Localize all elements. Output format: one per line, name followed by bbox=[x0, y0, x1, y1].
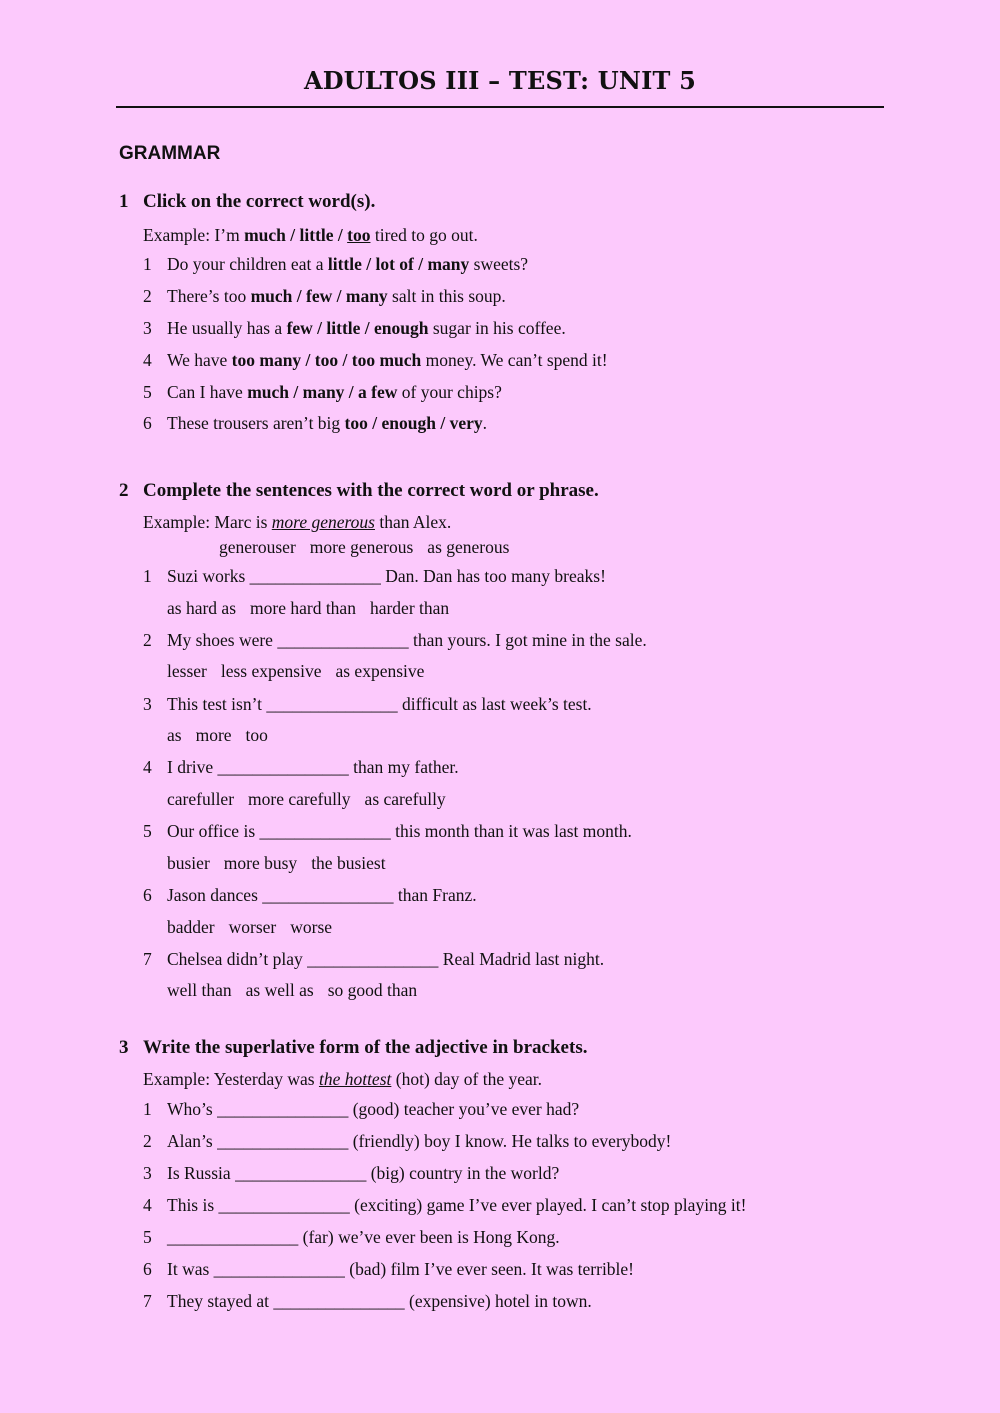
item-post: than yours. I got mine in the sale. bbox=[408, 629, 647, 650]
answer-blank[interactable]: _______________ bbox=[235, 1163, 367, 1183]
item-text bbox=[167, 413, 487, 434]
option[interactable]: too bbox=[245, 725, 268, 746]
option[interactable]: harder than bbox=[369, 597, 450, 618]
option[interactable]: well than bbox=[167, 980, 232, 1001]
item-text bbox=[167, 254, 528, 275]
q2-example-option: as generous bbox=[427, 537, 510, 557]
option[interactable]: as well as bbox=[245, 980, 314, 1001]
answer-blank[interactable]: _______________ bbox=[213, 1259, 345, 1279]
q3-example-post: (hot) day of the year. bbox=[391, 1069, 543, 1089]
item-text bbox=[167, 1131, 671, 1152]
item-post: sweets? bbox=[469, 254, 529, 274]
item-post: than Franz. bbox=[393, 885, 477, 905]
q2-number: 2 bbox=[119, 480, 129, 501]
item-text bbox=[167, 630, 647, 651]
q2-example-post: than Alex. bbox=[374, 512, 452, 532]
q1-example-rest: tired to go out. bbox=[370, 225, 478, 245]
option[interactable]: more busy bbox=[223, 852, 298, 873]
item-number: 2 bbox=[143, 286, 152, 306]
q1-heading-text: Click on the correct word(s). bbox=[143, 191, 376, 212]
q2-item-options bbox=[167, 917, 332, 938]
item-pre: My shoes were bbox=[167, 629, 278, 650]
answer-blank[interactable]: _______________ bbox=[259, 821, 391, 842]
item-number: 1 bbox=[143, 566, 152, 586]
item-text bbox=[167, 318, 566, 339]
item-post: (big) country in the world? bbox=[366, 1163, 560, 1183]
item-pre: We have bbox=[167, 350, 232, 370]
item-post: of your chips? bbox=[397, 382, 502, 402]
item-number: 6 bbox=[143, 1259, 152, 1279]
item-post: (expensive) hotel in town. bbox=[404, 1291, 592, 1311]
item-text bbox=[167, 566, 606, 587]
item-number: 3 bbox=[143, 318, 152, 338]
item-post: difficult as last week’s test. bbox=[397, 693, 592, 714]
answer-blank[interactable]: _______________ bbox=[307, 948, 439, 969]
item-text bbox=[167, 1291, 592, 1312]
title-divider bbox=[116, 106, 884, 108]
item-pre: Chelsea didn’t play bbox=[167, 948, 308, 969]
option[interactable]: more carefully bbox=[248, 788, 351, 809]
item-number: 2 bbox=[143, 1131, 152, 1151]
item-options[interactable]: little / lot of / many bbox=[327, 254, 470, 274]
answer-blank[interactable]: _______________ bbox=[217, 1099, 349, 1119]
item-text bbox=[167, 1259, 634, 1280]
q3-number: 3 bbox=[119, 1037, 129, 1058]
q2-heading bbox=[119, 480, 599, 502]
item-text bbox=[167, 286, 506, 307]
option[interactable]: as carefully bbox=[364, 788, 446, 809]
item-number: 7 bbox=[143, 948, 152, 969]
item-number: 6 bbox=[143, 885, 152, 905]
item-post: salt in this soup. bbox=[387, 286, 506, 306]
item-number: 1 bbox=[143, 1099, 152, 1119]
option[interactable]: as bbox=[167, 725, 182, 746]
item-pre: It was bbox=[167, 1259, 214, 1279]
item-post: (good) teacher you’ve ever had? bbox=[348, 1099, 580, 1119]
item-post: (friendly) boy I know. He talks to everybody! bbox=[348, 1131, 672, 1151]
item-text bbox=[167, 821, 632, 842]
item-pre: They stayed at bbox=[167, 1291, 274, 1311]
item-post: (bad) film I’ve ever seen. It was terrible! bbox=[344, 1259, 635, 1279]
item-pre: Can I have bbox=[167, 382, 248, 402]
item-number: 5 bbox=[143, 382, 152, 402]
q2-example-pre: Example: Marc is bbox=[143, 512, 272, 532]
item-number: 4 bbox=[143, 1195, 152, 1215]
option[interactable]: worse bbox=[290, 916, 333, 937]
item-options[interactable]: much / many / a few bbox=[247, 382, 398, 402]
q2-item-options bbox=[167, 598, 449, 619]
item-post: money. We can’t spend it! bbox=[421, 350, 608, 370]
q3-heading bbox=[119, 1037, 587, 1059]
section-heading: GRAMMAR bbox=[119, 143, 221, 164]
item-number: 6 bbox=[143, 413, 152, 433]
q1-number: 1 bbox=[119, 191, 129, 212]
item-options[interactable]: much / few / many bbox=[250, 286, 388, 306]
item-pre: Do your children eat a bbox=[167, 254, 328, 274]
item-number: 3 bbox=[143, 1163, 152, 1183]
q2-example bbox=[143, 512, 451, 533]
q2-example-answer: more generous bbox=[271, 512, 375, 532]
q2-item-options bbox=[167, 789, 446, 810]
item-pre: Is Russia bbox=[167, 1163, 236, 1183]
item-pre: Who’s bbox=[167, 1099, 218, 1119]
option[interactable]: less expensive bbox=[220, 661, 322, 682]
page-title: ADULTOS III – TEST: UNIT 5 bbox=[303, 66, 697, 95]
item-options[interactable]: few / little / enough bbox=[286, 318, 429, 338]
item-text bbox=[167, 1163, 559, 1184]
q2-item-options bbox=[167, 725, 268, 746]
item-post: . bbox=[482, 413, 487, 433]
item-pre: This is bbox=[167, 1195, 219, 1215]
item-pre: He usually has a bbox=[167, 318, 287, 338]
item-pre: There’s too bbox=[167, 286, 251, 306]
item-pre: Alan’s bbox=[167, 1131, 218, 1151]
item-text bbox=[167, 1195, 746, 1216]
q1-example-option-little: little / bbox=[299, 225, 348, 245]
item-post: than my father. bbox=[348, 757, 459, 778]
answer-blank[interactable]: _______________ bbox=[262, 885, 394, 905]
q2-item-options bbox=[167, 980, 417, 1001]
item-pre: I drive bbox=[167, 757, 218, 778]
option[interactable]: the busiest bbox=[311, 852, 386, 873]
q2-item-options bbox=[167, 661, 424, 682]
item-pre: Suzi works bbox=[167, 566, 250, 586]
item-text bbox=[167, 1099, 579, 1120]
answer-blank[interactable]: _______________ bbox=[277, 629, 409, 650]
item-options[interactable]: too many / too / too much bbox=[231, 350, 422, 370]
item-post: (far) we’ve ever been is Hong Kong. bbox=[298, 1227, 560, 1247]
option[interactable]: badder bbox=[167, 916, 215, 937]
item-post: (exciting) game I’ve ever played. I can’t stop playing it! bbox=[349, 1195, 747, 1215]
item-post: sugar in his coffee. bbox=[428, 318, 566, 338]
item-number: 3 bbox=[143, 693, 152, 714]
option[interactable]: worser bbox=[228, 916, 277, 937]
q2-heading-text: Complete the sentences with the correct word or phrase. bbox=[143, 480, 599, 501]
item-text bbox=[167, 885, 477, 906]
item-post: Real Madrid last night. bbox=[438, 948, 605, 969]
option[interactable]: so good than bbox=[327, 980, 418, 1001]
item-number: 5 bbox=[143, 821, 152, 842]
option[interactable]: busier bbox=[167, 852, 210, 873]
item-number: 1 bbox=[143, 254, 152, 274]
q3-example-answer: the hottest bbox=[318, 1069, 392, 1089]
q1-example-label: Example: I’m bbox=[143, 225, 245, 245]
item-options[interactable]: too / enough / very bbox=[344, 413, 483, 433]
item-number: 2 bbox=[143, 629, 152, 650]
item-text bbox=[167, 694, 592, 715]
item-number: 7 bbox=[143, 1291, 152, 1311]
item-pre: Our office is bbox=[167, 821, 260, 842]
q1-example-option-too: too bbox=[347, 225, 371, 245]
item-text bbox=[167, 949, 604, 970]
item-number: 4 bbox=[143, 757, 152, 778]
answer-blank[interactable]: _______________ bbox=[273, 1291, 405, 1311]
item-number: 5 bbox=[143, 1227, 152, 1247]
q2-example-option: more generous bbox=[309, 537, 414, 557]
q1-example bbox=[143, 225, 478, 246]
answer-blank[interactable]: _______________ bbox=[217, 757, 349, 778]
item-number: 4 bbox=[143, 350, 152, 370]
option[interactable]: more hard than bbox=[250, 597, 356, 618]
q2-example-option: generouser bbox=[219, 537, 296, 557]
option[interactable]: carefuller bbox=[167, 788, 235, 809]
item-text bbox=[167, 757, 459, 778]
answer-blank[interactable]: _______________ bbox=[266, 693, 398, 714]
option[interactable]: more bbox=[195, 725, 232, 746]
q3-heading-text: Write the superlative form of the adjective in brackets. bbox=[143, 1037, 588, 1058]
answer-blank[interactable]: _______________ bbox=[217, 1131, 349, 1151]
option[interactable]: as expensive bbox=[335, 661, 425, 682]
q3-example bbox=[143, 1069, 542, 1090]
item-pre: These trousers aren’t big bbox=[167, 413, 345, 433]
item-pre: Jason dances bbox=[167, 885, 263, 905]
q2-example-options bbox=[219, 537, 509, 558]
option[interactable]: as hard as bbox=[167, 597, 237, 618]
q1-heading bbox=[119, 191, 375, 213]
item-post: Dan. Dan has too many breaks! bbox=[380, 566, 606, 586]
q1-example-option-much: much / bbox=[244, 225, 300, 245]
q3-example-pre: Example: Yesterday was bbox=[143, 1069, 319, 1089]
answer-blank[interactable]: _______________ bbox=[249, 566, 381, 586]
item-post: this month than it was last month. bbox=[390, 821, 632, 842]
item-text bbox=[167, 350, 608, 371]
item-pre: This test isn’t bbox=[167, 693, 267, 714]
q2-item-options bbox=[167, 853, 386, 874]
item-text bbox=[167, 382, 502, 403]
option[interactable]: lesser bbox=[167, 661, 207, 682]
answer-blank[interactable]: _______________ bbox=[167, 1227, 299, 1247]
item-text bbox=[167, 1227, 560, 1248]
answer-blank[interactable]: _______________ bbox=[218, 1195, 350, 1215]
